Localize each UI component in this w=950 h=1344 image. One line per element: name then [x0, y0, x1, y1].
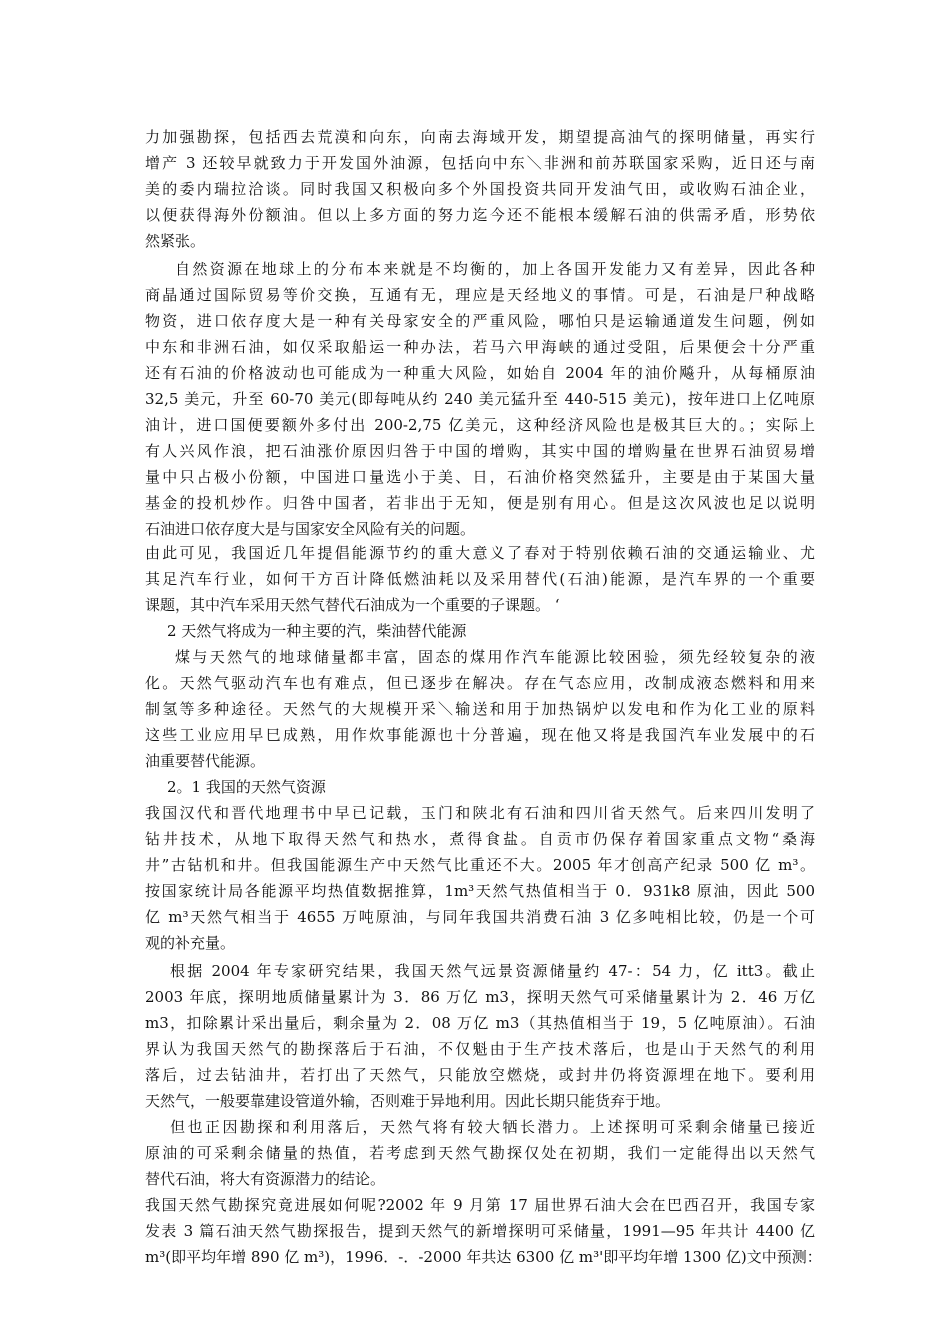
text-line: 发表 3 篇石油天然气勘探报告，提到天然气的新增探明可采储量，1991—95 年共计 4400 亿 — [145, 1222, 815, 1240]
text-line: 增产 3 还较早就致力于开发国外油源，包括向中东＼非洲和前苏联国家采购，近日还与南 — [145, 154, 815, 172]
text-line: 中东和非洲石油，如仅采取船运一种办法，若马六甲海峡的通过受阻，后果便会十分严重 — [145, 338, 815, 356]
text-line: 这些工业应用早巳成熟，用作炊事能源也十分普遍，现在他又将是我国汽车业发展中的石 — [145, 726, 815, 744]
text-line: 自然资源在地球上的分布本来就是不均衡的，加上各国开发能力又有差异，因此各种 — [175, 260, 815, 278]
text-line: 石油进口依存度大是与国家安全风险有关的问题。 — [145, 520, 476, 538]
text-line: 然紧张。 — [145, 232, 206, 250]
text-line: 油计，进口国便要额外多付出 200-2,75 亿美元，这种经济风险也是极其巨大的。；实际上 — [145, 416, 815, 434]
text-line: 商晶通过国际贸易等价交换，互通有无，理应是天经地义的事情。可是，石油是尸种战略 — [145, 286, 815, 304]
text-line: 力加强勘探，包括西去荒漠和向东，向南去海域开发，期望提高油气的探明储量，再实行 — [145, 128, 815, 146]
text-line: 替代石油，将大有资源潜力的结论。 — [145, 1170, 386, 1188]
text-line: 但也正因勘探和利用落后，天然气将有较大牺长潜力。上述探明可采剩余储量已接近 — [170, 1118, 815, 1136]
text-line: 煤与天然气的地球储量都丰富，固态的煤用作汽车能源比较困验，须先经较复杂的液 — [175, 648, 815, 666]
text-line: 美的委内瑞拉洽谈。同时我国又积极向多个外国投资共同开发油气田，或收购石油企业， — [145, 180, 815, 198]
text-line: 物资，进口依存度大是一种有关母家安全的严重风险，哪怕只是运输通道发生问题，例如 — [145, 312, 815, 330]
text-line: 其足汽车行业，如何干方百计降低燃油耗以及采用替代(石油)能源，是汽车界的一个重要 — [145, 570, 815, 588]
text-line: 原油的可采剩余储量的热值，若考虑到天然气勘探仅处在初期，我们一定能得出以天然气 — [145, 1144, 815, 1162]
text-line: 天然气，一般要靠建设管道外输，否则难于异地利用。因此长期只能货弃于地。 — [145, 1092, 671, 1110]
text-line: 井”古钻机和井。但我国能源生产中天然气比重还不大。2005 年才创高产纪录 500 亿 m³。 — [145, 856, 815, 874]
text-line: 根据 2004 年专家研究结果，我国天然气远景资源储量约 47-：54 力，亿 itt3。截止 — [170, 962, 815, 980]
text-line: 量中只占极小份额，中国进口量选小于美、日，石油价格突然猛升，主要是由于某国大量 — [145, 468, 815, 486]
text-line: 界认为我国天然气的勘探落后于石油，不仅魁由于生产技术落后，也是山于天然气的利用 — [145, 1040, 815, 1058]
text-line: m³(即平均年增 890 亿 m³)，1996．-．-2000 年共达 6300 亿 m³'即平均年增 1300 亿)文中预测： — [145, 1248, 822, 1266]
text-line: 按国家统计局各能源平均热值数据推算，1m³天然气热值相当于 0．931k8 原油，因此 500 — [145, 882, 815, 900]
text-line: 32,5 美元，升至 60-70 美元(即每吨从约 240 美元猛升至 440-515 美元)，按年进口上亿吨原 — [145, 390, 815, 408]
text-line: 有人兴风作浪，把石油涨价原因归咎于中国的增购，其实中国的增购量在世界石油贸易增 — [145, 442, 815, 460]
text-line: 2003 年底，探明地质储量累计为 3．86 万亿 m3，探明天然气可采储量累计为 2．46 万亿 — [145, 988, 815, 1006]
text-line: 制氢等多种途径。天然气的大规模开采＼输送和用于加热锅炉以发电和作为化工业的原料 — [145, 700, 815, 718]
text-line: 基金的投机炒作。归咎中国者，若非出于无知，便是别有用心。但是这次风波也足以说明 — [145, 494, 815, 512]
text-line: 钻井技术，从地下取得天然气和热水，煮得食盐。自贡市仍保存着国家重点文物“桑海 — [145, 830, 815, 848]
text-line: 我国天然气勘探究竟进展如何呢?2002 年 9 月第 17 届世界石油大会在巴西召开，我国专家 — [145, 1196, 815, 1214]
text-line: 落后，过去钻油井，若打出了天然气，只能放空燃烧，或封井仍将资源埋在地下。要利用 — [145, 1066, 815, 1084]
text-line: 由此可见，我国近几年提倡能源节约的重大意义了春对于特别依赖石油的交通运输业、尤 — [145, 544, 815, 562]
text-line: 亿 m³天然气相当于 4655 万吨原油，与同年我国共消费石油 3 亿多吨相比较，仍是一个可 — [145, 908, 815, 926]
text-line: 还有石油的价格波动也可能成为一种重大风险，如始自 2004 年的油价飚升，从每桶原油 — [145, 364, 815, 382]
text-line: 课题，其中汽车采用天然气替代石油成为一个重要的子课题。 ‘ — [145, 596, 560, 614]
text-line: 观的补充量。 — [145, 934, 236, 952]
text-line: 以便获得海外份额油。但以上多方面的努力迄今还不能根本缓解石油的供需矛盾，形势依 — [145, 206, 815, 224]
text-line: m3，扣除累计采出量后，剩余量为 2．08 万亿 m3（其热值相当于 19，5 亿吨原油）。石油 — [145, 1014, 815, 1032]
section-heading: 2。1 我国的天然气资源 — [167, 778, 326, 796]
text-line: 化。天然气驱动汽车也有难点，但已逐步在解决。存在气态应用，改制成液态燃料和用来 — [145, 674, 815, 692]
text-line: 我国汉代和晋代地理书中早已记载，玉门和陕北有石油和四川省天然气。后来四川发明了 — [145, 804, 815, 822]
text-line: 油重要替代能源。 — [145, 752, 266, 770]
section-heading: 2 天然气将成为一种主要的汽，柴油替代能源 — [167, 622, 467, 640]
